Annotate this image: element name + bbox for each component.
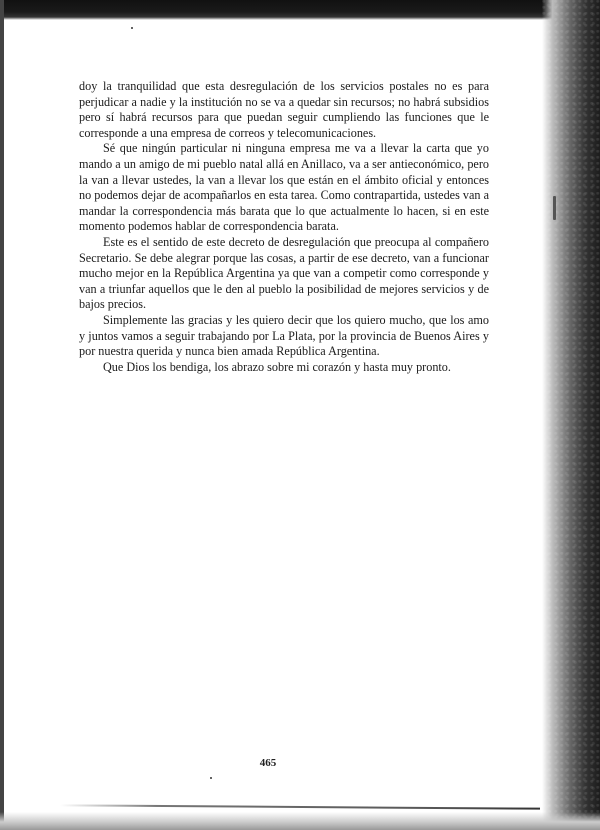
scan-left-edge (0, 0, 4, 830)
scan-bottom-line (60, 804, 540, 809)
page-number: 465 (259, 757, 277, 769)
paragraph-1: doy la tranquilidad que esta desregulación de los servicios postales no es para perjudicar a nadie y la institución no se va a quedar sin recursos; no habrá subsidios pero sí habrá recursos para que puedan seguir cumpliendo las funciones que le corresponde a una empresa de correos y telecomunicaciones. (79, 79, 489, 140)
document-body (79, 79, 489, 375)
paragraph-2: Sé que ningún particular ni ninguna empresa me va a llevar la carta que yo mando a un amigo de mi pueblo natal allá en Anillaco, va a ser antieconómico, pero la van a llevar ustedes, la van a llevar los que están en el ámbito oficial y entonces no podemos dejar de acompañarlos en esta tarea. Como contrapartida, ustedes van a mandar la correspondencia más barata que lo que actualmente lo hacen, si en este momento podemos hablar de correspondencia barata. (79, 141, 489, 234)
scan-mark (553, 196, 556, 220)
paragraph-3: Este es el sentido de este decreto de desregulación que preocupa al compañero Secretario. Se debe alegrar porque las cosas, a partir de ese decreto, van a funcionar mucho mejor en la República Argentina ya que van a competir como corresponde y van a triunfar aquellos que le den al pueblo la posibilidad de mejores servicios y de bajos precios. (79, 234, 489, 312)
paragraph-5: Que Dios los bendiga, los abrazo sobre mi corazón y hasta muy pronto. (103, 359, 451, 374)
scan-top-border (0, 0, 600, 20)
scan-bottom-edge (0, 812, 600, 830)
scan-right-shadow (542, 0, 600, 830)
scan-speck (210, 777, 212, 779)
paragraph-4: Simplemente las gracias y les quiero decir que los quiero mucho, que los amo y juntos vamos a seguir trabajando por La Plata, por la provincia de Buenos Aires y por nuestra querida y nunca bien amada República Argentina. (79, 312, 489, 359)
scan-speck (131, 27, 133, 29)
